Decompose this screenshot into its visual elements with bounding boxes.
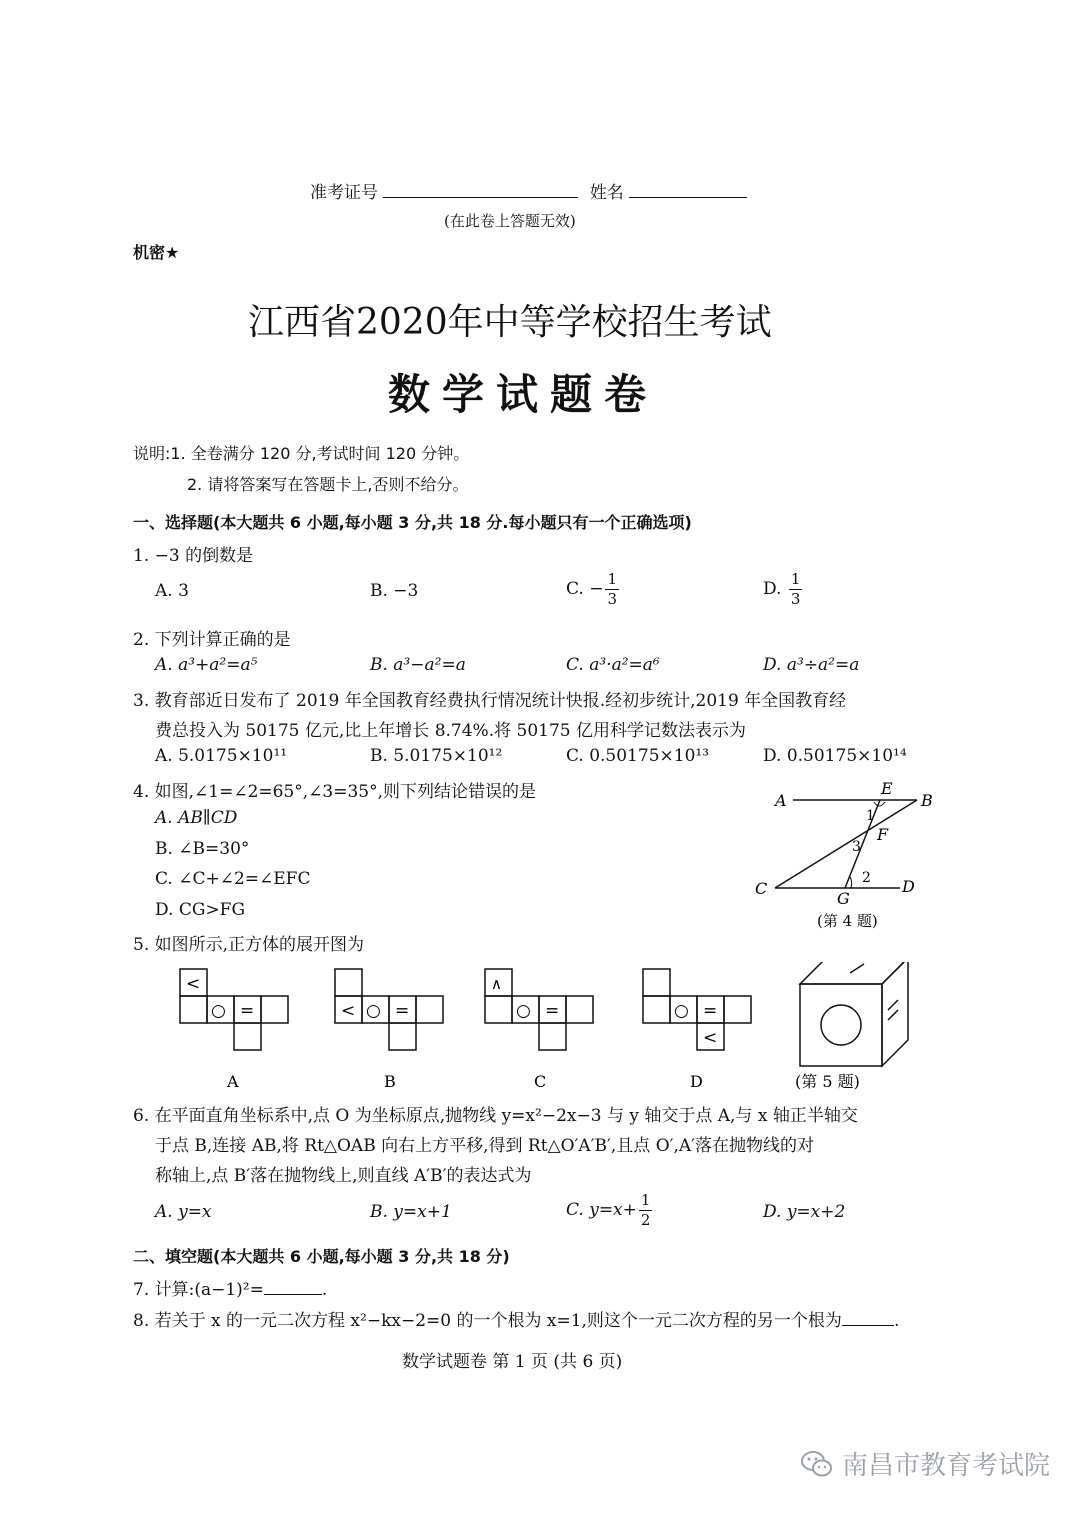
line-cb (775, 800, 917, 888)
q3-line-1: 3. 教育部近日发布了 2019 年全国教育经费执行情况统计快报.经初步统计,2019 年全国教育经 (133, 691, 847, 711)
section-1-heading: 一、选择题(本大题共 6 小题,每小题 3 分,共 18 分.每小题只有一个正确选项) (133, 513, 692, 532)
q6-option-a: A. y=x (155, 1202, 212, 1222)
q5-stem: 5. 如图所示,正方体的展开图为 (133, 935, 365, 955)
q5-caption: (第 5 题) (795, 1072, 860, 1091)
angle-1-label: 1 (866, 808, 875, 824)
net-d-cell-1 (643, 996, 670, 1023)
q4-figure (745, 778, 945, 938)
q1-c-den: 3 (607, 590, 617, 608)
q6-c-prefix: C. y=x+ (566, 1200, 637, 1220)
net-d-label: D (690, 1072, 703, 1091)
q3-option-b: B. 5.0175×10¹² (370, 746, 503, 766)
net-a-circle-symbol: ○ (211, 1001, 226, 1021)
net-c-cell-4 (566, 996, 593, 1023)
net-a-eq-symbol: = (240, 1001, 255, 1021)
point-a: A (775, 791, 787, 810)
net-b-circle-symbol: ○ (366, 1001, 381, 1021)
q4-option-d: D. CG>FG (155, 900, 246, 920)
q7-blank (264, 1294, 322, 1295)
q6-option-c (566, 1193, 652, 1228)
q6-line-3: 称轴上,点 B′落在抛物线上,则直线 A′B′的表达式为 (155, 1166, 532, 1186)
q6-c-den: 2 (640, 1211, 651, 1229)
q2-option-b: B. a³−a²=a (370, 655, 466, 675)
q1-c-fraction (605, 572, 619, 607)
net-d-eq-symbol: = (703, 1001, 718, 1021)
q1-option-b: B. −3 (370, 581, 419, 601)
q1-d-prefix: D. (763, 579, 787, 599)
q5-figures (170, 962, 910, 1097)
q1-option-a: A. 3 (155, 581, 189, 601)
cube-top-face (800, 962, 908, 984)
secret-mark: 机密★ (133, 243, 180, 262)
name-label: 姓名 (589, 183, 624, 203)
wechat-icon (800, 1449, 834, 1479)
net-a-lt-symbol: < (186, 974, 201, 994)
q3-line-2: 费总投入为 50175 亿元,比上年增长 8.74%.将 50175 亿用科学记数法表示为 (155, 721, 746, 741)
point-g: G (837, 889, 850, 908)
q4-option-c: C. ∠C+∠2=∠EFC (155, 869, 311, 889)
q8-text: 8. 若关于 x 的一元二次方程 x²−kx−2=0 的一个根为 x=1,则这个一元二次方程的另一个根为 (133, 1311, 842, 1331)
exam-id-field (310, 178, 747, 203)
q1-d-den: 3 (790, 590, 801, 608)
paper-title: 数学试题卷 (388, 370, 659, 419)
q6-c-fraction (639, 1193, 653, 1228)
page-footer: 数学试题卷 第 1 页 (共 6 页) (402, 1352, 623, 1372)
net-b-eq-symbol: = (395, 1001, 410, 1021)
q4-option-b: B. ∠B=30° (155, 839, 250, 859)
cube-side-mark-1 (888, 1000, 898, 1010)
q2-option-c: C. a³·a²=a⁶ (566, 655, 660, 675)
net-a-cell-4 (261, 996, 288, 1023)
net-a-bottom (234, 1023, 261, 1050)
cube-side-mark-2 (888, 1010, 898, 1020)
q4-stem: 4. 如图,∠1=∠2=65°,∠3=35°,则下列结论错误的是 (133, 782, 537, 802)
cube-circle (821, 1005, 861, 1045)
q4-caption: (第 4 题) (817, 912, 878, 930)
q2-stem: 2. 下列计算正确的是 (133, 630, 291, 650)
q4-option-a: A. AB∥CD (155, 808, 238, 828)
net-c-caret-symbol: ∧ (491, 975, 502, 993)
cube-front-face (800, 984, 882, 1066)
net-b-label: B (384, 1072, 396, 1091)
q8-blank (842, 1325, 894, 1326)
q3-option-d: D. 0.50175×10¹⁴ (763, 746, 907, 766)
angle-2-label: 2 (862, 870, 871, 886)
net-d-lt-symbol: < (703, 1028, 718, 1048)
point-f: F (877, 825, 889, 844)
watermark (800, 1445, 1050, 1482)
net-c-label: C (534, 1072, 547, 1091)
q7-text: 7. 计算:(a−1)²= (133, 1280, 264, 1300)
net-c-bottom (539, 1023, 566, 1050)
q7-end: . (321, 1280, 328, 1300)
q1-c-prefix: C. − (566, 579, 604, 599)
q6-option-b: B. y=x+1 (370, 1202, 452, 1222)
net-b-top (335, 969, 362, 996)
point-b: B (921, 791, 933, 810)
q8-end: . (893, 1311, 900, 1331)
net-c-cell-1 (485, 996, 512, 1023)
point-e: E (881, 779, 893, 798)
q6-option-d: D. y=x+2 (763, 1202, 846, 1222)
angle-3-label: 3 (852, 839, 861, 855)
q1-c-num: 1 (607, 570, 617, 588)
net-a-label: A (227, 1072, 239, 1091)
q6-line-1: 6. 在平面直角坐标系中,点 O 为坐标原点,抛物线 y=x²−2x−3 与 y 轴交于点 A,与 x 轴正半轴交 (133, 1106, 858, 1126)
q6-line-2: 于点 B,连接 AB,将 Rt△OAB 向右上方平移,得到 Rt△O′A′B′,且点 O′,A′落在抛物线的对 (155, 1136, 815, 1156)
q6-c-num: 1 (640, 1191, 651, 1209)
q8 (133, 1306, 899, 1331)
cube-top-mark (850, 964, 864, 973)
instruction-2: 2. 请将答案写在答题卡上,否则不给分。 (187, 475, 469, 494)
q2-option-d: D. a³÷a²=a (763, 655, 860, 675)
exam-title: 江西省2020年中等学校招生考试 (248, 302, 772, 343)
net-d-cell-4 (724, 996, 751, 1023)
exam-id-label: 准考证号 (310, 183, 378, 203)
net-b-cell-4 (416, 996, 443, 1023)
q1-option-d (763, 572, 802, 607)
q3-option-c: C. 0.50175×10¹³ (566, 746, 710, 766)
answer-notice: (在此卷上答题无效) (444, 212, 576, 230)
q1-d-num: 1 (790, 570, 801, 588)
q2-option-a: A. a³+a²=a⁵ (155, 655, 258, 675)
q1-d-fraction (789, 572, 803, 607)
net-b-lt-symbol: < (341, 1001, 356, 1021)
q1-option-c (566, 572, 619, 607)
exam-id-blank (383, 197, 578, 198)
q7 (133, 1275, 327, 1300)
point-d: D (902, 877, 915, 896)
point-c: C (755, 879, 768, 898)
net-c-circle-symbol: ○ (516, 1001, 531, 1021)
net-b-bottom (389, 1023, 416, 1050)
q1-stem: 1. −3 的倒数是 (133, 546, 254, 566)
watermark-text: 南昌市教育考试院 (841, 1451, 1050, 1481)
net-d-circle-symbol: ○ (674, 1001, 689, 1021)
name-blank (629, 197, 747, 198)
instruction-1: 说明:1. 全卷满分 120 分,考试时间 120 分钟。 (133, 444, 470, 463)
net-c-eq-symbol: = (545, 1001, 560, 1021)
q3-option-a: A. 5.0175×10¹¹ (155, 746, 288, 766)
net-a-cell-1 (180, 996, 207, 1023)
net-d-top (643, 969, 670, 996)
section-2-heading: 二、填空题(本大题共 6 小题,每小题 3 分,共 18 分) (133, 1247, 510, 1266)
